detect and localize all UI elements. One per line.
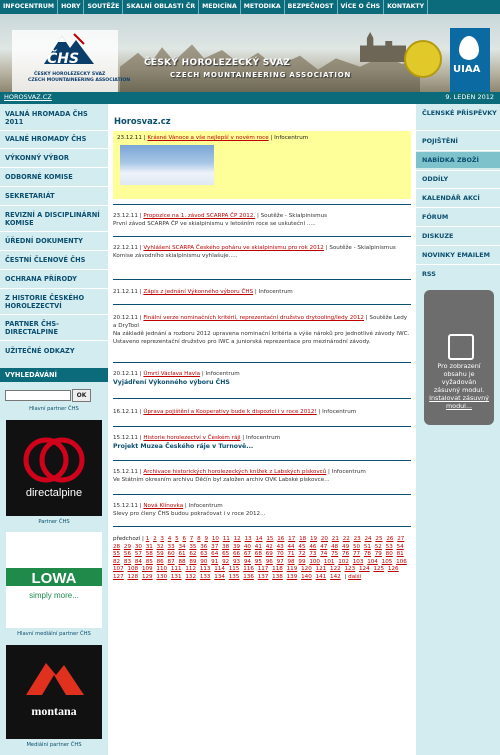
menu-ochrana-prirody[interactable]: OCHRANA PŘÍRODY bbox=[5, 275, 77, 283]
pager-page-114[interactable]: 114 bbox=[214, 566, 225, 573]
plugin-download-icon bbox=[448, 334, 474, 360]
pager-page-106[interactable]: 106 bbox=[396, 558, 407, 565]
pager-page-77[interactable]: 77 bbox=[352, 551, 361, 558]
current-date: 9. LEDEN 2012 bbox=[445, 93, 494, 101]
news-item: 15.12.11 | Archivace historických horolezeckých knížek z Labských pískovců | Infocentrum Ve Státním okresním archivu Děčín byl založen archiv OVK Labské pískovce... bbox=[113, 468, 411, 484]
pager-page-73[interactable]: 73 bbox=[309, 551, 317, 558]
pager-page-79[interactable]: 79 bbox=[374, 551, 382, 558]
pager-page-16[interactable]: 16 bbox=[277, 536, 285, 542]
top-navigation bbox=[0, 0, 500, 14]
pager-page-42[interactable]: 42 bbox=[265, 543, 273, 550]
news-item: 20.12.11 | Úmrtí Václava Havla | Infocentrum Vyjádření Výkonného výboru ČHS bbox=[113, 370, 411, 387]
news-link[interactable]: Propozice na 1. závod SCARPA ČP 2012. bbox=[143, 213, 256, 219]
pager-page-31[interactable]: 31 bbox=[145, 543, 153, 550]
pager-page-97[interactable]: 97 bbox=[276, 558, 284, 565]
menu-rss[interactable]: RSS bbox=[422, 270, 436, 278]
pager-page-78[interactable]: 78 bbox=[363, 551, 371, 558]
pager-page-84[interactable]: 84 bbox=[134, 558, 142, 565]
pager-page-5[interactable]: 5 bbox=[175, 536, 179, 542]
pager-page-7[interactable]: 7 bbox=[189, 536, 194, 542]
pager-page-44[interactable]: 44 bbox=[287, 543, 295, 550]
pager-page-26[interactable]: 26 bbox=[386, 536, 394, 542]
pager-page-54[interactable]: 54 bbox=[396, 543, 404, 550]
pager-page-50[interactable]: 50 bbox=[352, 543, 361, 550]
pager-page-3[interactable]: 3 bbox=[160, 536, 164, 542]
news-item: 23.12.11 | Propozice na 1. závod SCARPA ČP 2012. | Soutěže - Skialpinismus První závod SCARPA ČP ve skialpinismu v letošním roce se uskuteční ..... bbox=[113, 212, 411, 228]
news-item: 20.12.11 | Finální verze nominačních kritérií, reprezentační družstvo drytooling/ledy 2012 | Soutěže Ledy a DryTool Na základě jednání a rozboru 2012 upravena nominační kritéria a výše nároků pro jednotlivé závody IWC. Ustaveno reprezentační družstvo pro IWC a juniorská reprezentace pro mezinárodní závody. bbox=[113, 315, 410, 345]
association-name-en: CZECH MOUNTAINEERING ASSOCIATION bbox=[170, 71, 352, 79]
pager-next[interactable]: další bbox=[348, 573, 362, 580]
search-heading: VYHLEDÁVÁNÍ bbox=[0, 368, 108, 382]
menu-partner-directalpine[interactable]: PARTNER ČHS-DIRECTALPINE bbox=[5, 320, 59, 336]
pager-page-100[interactable]: 100 bbox=[309, 558, 320, 565]
left-sidebar bbox=[0, 104, 108, 755]
pager-page-15[interactable]: 15 bbox=[266, 536, 274, 542]
pager-page-43[interactable]: 43 bbox=[276, 543, 284, 550]
association-name-cz: ČESKÝ HOROLEZECKÝ SVAZ bbox=[144, 58, 291, 68]
pager-page-25[interactable]: 25 bbox=[375, 536, 383, 542]
logo-text: ČHS bbox=[47, 51, 80, 67]
news-item: 16.12.11 | Úprava pojištění a Kooperativy bude k dispozici i v roce 2012! | Infocentrum bbox=[113, 409, 357, 415]
svg-text:directalpine: directalpine bbox=[25, 487, 83, 499]
pager-page-120[interactable]: 120 bbox=[301, 566, 312, 573]
pager-page-89[interactable]: 89 bbox=[189, 558, 197, 565]
topnav-medicina[interactable]: MEDICÍNA bbox=[199, 0, 241, 14]
pager-page-34[interactable]: 34 bbox=[178, 543, 186, 550]
pager-page-118[interactable]: 118 bbox=[272, 566, 283, 573]
pager-page-48[interactable]: 48 bbox=[331, 543, 339, 550]
partner-caption-montana: Mediální partner ČHS bbox=[26, 742, 82, 748]
news-category: Infocentrum bbox=[274, 135, 309, 141]
pager-page-126[interactable]: 126 bbox=[387, 566, 399, 573]
pager-page-17[interactable]: 17 bbox=[288, 536, 296, 542]
topnav-skalni-oblasti[interactable]: SKALNÍ OBLASTI ČR bbox=[123, 0, 199, 14]
page-title: Horosvaz.cz bbox=[114, 116, 171, 126]
plugin-text: Pro zobrazení obsahu je vyžadován zásuvný modul. bbox=[433, 362, 485, 394]
menu-novinky-emailem[interactable]: NOVINKY EMAILEM bbox=[422, 251, 490, 259]
pager-page-46[interactable]: 46 bbox=[309, 543, 317, 550]
pager-page-64[interactable]: 64 bbox=[211, 551, 219, 558]
featured-news bbox=[113, 131, 411, 199]
pager-page-71[interactable]: 71 bbox=[287, 551, 295, 558]
pager-page-32[interactable]: 32 bbox=[156, 543, 164, 550]
pager-page-138[interactable]: 138 bbox=[272, 573, 283, 580]
news-link[interactable]: Historie horolezectví v Českém ráji bbox=[143, 435, 241, 441]
pager-page-94[interactable]: 94 bbox=[243, 558, 251, 565]
pager-page-18[interactable]: 18 bbox=[299, 536, 307, 542]
pager-page-53[interactable]: 53 bbox=[385, 543, 393, 550]
pager-page-12[interactable]: 12 bbox=[233, 536, 241, 542]
pager-page-55[interactable]: 55 bbox=[113, 551, 121, 558]
pager-page-51[interactable]: 51 bbox=[363, 543, 371, 550]
pager-page-11[interactable]: 11 bbox=[222, 536, 230, 542]
pager-page-59[interactable]: 59 bbox=[156, 551, 164, 558]
main-content bbox=[110, 104, 414, 755]
pager-page-90[interactable]: 90 bbox=[200, 558, 208, 565]
menu-kalendar-akci[interactable]: KALENDÁŘ AKCÍ bbox=[422, 194, 480, 202]
pager-page-116[interactable]: 116 bbox=[243, 566, 254, 573]
menu-historie[interactable]: Z HISTORIE ČESKÉHO HOROLEZECTVÍ bbox=[5, 294, 85, 310]
pager-page-29[interactable]: 29 bbox=[123, 543, 132, 550]
header-banner bbox=[0, 14, 500, 92]
pager-page-136[interactable]: 136 bbox=[243, 573, 254, 580]
pager-page-20[interactable]: 20 bbox=[320, 536, 328, 542]
pager-page-134[interactable]: 134 bbox=[214, 573, 225, 580]
pager-page-139[interactable]: 139 bbox=[286, 573, 298, 580]
pager-page-91[interactable]: 91 bbox=[211, 558, 219, 565]
montana-logo[interactable] bbox=[6, 645, 102, 739]
pager-page-22[interactable]: 22 bbox=[342, 536, 350, 542]
pager-page-123[interactable]: 123 bbox=[344, 566, 356, 573]
pager-page-8[interactable]: 8 bbox=[197, 536, 201, 542]
pager-page-49[interactable]: 49 bbox=[342, 543, 350, 550]
pager-prev[interactable]: předchozí bbox=[113, 536, 141, 542]
news-text: Komise závodního skialpinismu vyhlašuje..... bbox=[113, 253, 238, 259]
pager-page-23[interactable]: 23 bbox=[353, 536, 361, 542]
topnav-vice-o-chs[interactable]: VÍCE O ČHS bbox=[338, 0, 385, 14]
pager-page-33[interactable]: 33 bbox=[167, 543, 175, 550]
news-item: 15.12.11 | Nová Klínovka | Infocentrum Slevy pro členy ČHS budou pokračovat i v roce 2012... bbox=[113, 502, 411, 518]
news-item: 21.12.11 | Zápis z jednání Výkonného výboru ČHS | Infocentrum bbox=[113, 289, 293, 295]
news-link[interactable]: Vyhlášení SCARPA Českého poháru ve skialpinismu pro rok 2012 bbox=[143, 245, 324, 251]
pager-page-80[interactable]: 80 bbox=[385, 551, 393, 558]
pager-page-1[interactable]: 1 bbox=[145, 536, 150, 542]
pager-page-60[interactable]: 60 bbox=[167, 551, 175, 558]
pagination: předchozí | 1 2 3 4 5 6 7 8 9 10 11 12 13 14 15 16 17 18 19 20 21 22 23 24 25 26 27 28 29 30 31 32 33 34 35 36 37 38 39 40 41 42 43 44 45 46 47 48 49 50 51 52 53 54 55 56 57 58 59 60 61 62 63 64 65 66 67 68 69 70 71 72 73 74 75 76 77 78 79 80 81 82 83 84 85 86 87 88 89 90 91 92 93 94 95 96 97 98 99 100 101 102 103 104 105 106 107 108 109 110 111 112 113 114 115 116 117 118 119 120 121 122 123 124 125 126 127 128 129 130 131 132 133 134 135 136 137 138 139 140 141 142 | další bbox=[113, 536, 407, 580]
pager-page-36[interactable]: 36 bbox=[200, 543, 208, 550]
pager-page-142[interactable]: 142 bbox=[330, 573, 341, 580]
pager-page-27[interactable]: 27 bbox=[397, 536, 405, 542]
partner-caption-lowa: Hlavní mediální partner ČHS bbox=[17, 631, 91, 637]
pager-page-13[interactable]: 13 bbox=[244, 536, 252, 542]
pager-page-41[interactable]: 41 bbox=[254, 543, 262, 550]
topnav-souteze[interactable]: SOUTĚŽE bbox=[84, 0, 123, 14]
svg-text:simply more...: simply more... bbox=[29, 591, 79, 600]
pager-page-117[interactable]: 117 bbox=[257, 566, 269, 573]
pager-page-67[interactable]: 67 bbox=[243, 551, 251, 558]
news-text: Projekt Muzea Českého ráje v Turnově... bbox=[113, 443, 254, 450]
pager-page-45[interactable]: 45 bbox=[298, 543, 306, 550]
pager-page-101[interactable]: 101 bbox=[323, 558, 335, 565]
pager-page-140[interactable]: 140 bbox=[301, 573, 312, 580]
svg-text:LOWA: LOWA bbox=[31, 570, 77, 587]
pager-page-119[interactable]: 119 bbox=[286, 566, 298, 573]
plugin-required-box bbox=[424, 290, 494, 425]
pager-page-70[interactable]: 70 bbox=[276, 551, 284, 558]
pager-page-141[interactable]: 141 bbox=[315, 573, 327, 580]
menu-sekretariat[interactable]: SEKRETARIÁT bbox=[5, 192, 55, 200]
pager-page-76[interactable]: 76 bbox=[342, 551, 350, 558]
pager-page-57[interactable]: 57 bbox=[134, 551, 142, 558]
topnav-hory[interactable]: HORY bbox=[58, 0, 84, 14]
featured-headline: 23.12.11 | Krásné Vánoce a vše nejlepší v novém roce | Infocentrum bbox=[117, 135, 309, 141]
pager-page-137[interactable]: 137 bbox=[257, 573, 269, 580]
pager-page-28[interactable]: 28 bbox=[113, 543, 121, 550]
partner-caption-directalpine: Partner ČHS bbox=[38, 519, 70, 525]
menu-forum[interactable]: FÓRUM bbox=[422, 213, 449, 221]
pager-page-93[interactable]: 93 bbox=[232, 558, 241, 565]
pager-page-115[interactable]: 115 bbox=[228, 566, 240, 573]
pager-page-24[interactable]: 24 bbox=[364, 536, 372, 542]
featured-image[interactable] bbox=[120, 145, 214, 185]
pager-page-63[interactable]: 63 bbox=[200, 551, 208, 558]
pager-page-112[interactable]: 112 bbox=[185, 566, 197, 573]
pager-page-122[interactable]: 122 bbox=[330, 566, 341, 573]
pager-page-88[interactable]: 88 bbox=[178, 558, 186, 565]
news-text: Slevy pro členy ČHS budou pokračovat i v roce 2012... bbox=[113, 511, 266, 517]
news-link[interactable]: Nová Klínovka bbox=[143, 503, 184, 509]
news-link[interactable]: Archivace historických horolezeckých knížek z Labských pískovců bbox=[143, 469, 327, 475]
pager-page-113[interactable]: 113 bbox=[199, 566, 211, 573]
pager-page-132[interactable]: 132 bbox=[185, 573, 197, 580]
pager-page-2[interactable]: 2 bbox=[153, 536, 157, 542]
pager-page-110[interactable]: 110 bbox=[156, 566, 168, 573]
pager-page-61[interactable]: 61 bbox=[178, 551, 186, 558]
pager-page-6[interactable]: 6 bbox=[182, 536, 186, 542]
pager-page-58[interactable]: 58 bbox=[145, 551, 153, 558]
pager-page-35[interactable]: 35 bbox=[189, 543, 197, 550]
menu-diskuze[interactable]: DISKUZE bbox=[422, 232, 454, 240]
pager-page-47[interactable]: 47 bbox=[320, 543, 328, 550]
menu-uzitecne-odkazy[interactable]: UŽITEČNÉ ODKAZY bbox=[5, 347, 75, 355]
menu-valna-hromada-2011[interactable]: VALNÁ HROMADA ČHS 2011 bbox=[5, 110, 88, 126]
pager-page-129[interactable]: 129 bbox=[141, 573, 153, 580]
pager-page-19[interactable]: 19 bbox=[309, 536, 318, 542]
pager-page-98[interactable]: 98 bbox=[287, 558, 295, 565]
castle-graphic bbox=[360, 32, 406, 62]
pager-page-30[interactable]: 30 bbox=[134, 543, 142, 550]
featured-link[interactable]: Krásné Vánoce a vše nejlepší v novém roce bbox=[147, 135, 269, 141]
news-text: Ve Státním okresním archivu Děčín byl založen archiv OVK Labské pískovce... bbox=[113, 477, 330, 483]
pager-page-72[interactable]: 72 bbox=[298, 551, 306, 558]
breadcrumb-bar bbox=[0, 92, 500, 104]
pager-page-9[interactable]: 9 bbox=[204, 536, 209, 542]
news-item: 15.12.11 | Historie horolezectví v Českém ráji | Infocentrum Projekt Muzea Českého ráje v Turnově... bbox=[113, 434, 411, 451]
pager-page-82[interactable]: 82 bbox=[113, 558, 121, 565]
menu-valne-hromady[interactable]: VALNÉ HROMADY ČHS bbox=[5, 135, 87, 143]
pager-page-131[interactable]: 131 bbox=[170, 573, 182, 580]
pager-page-21[interactable]: 21 bbox=[331, 536, 339, 542]
pager-page-127[interactable]: 127 bbox=[113, 573, 124, 580]
pager-page-99[interactable]: 99 bbox=[298, 558, 306, 565]
news-date: 23.12.11 bbox=[117, 135, 142, 141]
news-link[interactable]: Zápis z jednání Výkonného výboru ČHS bbox=[143, 289, 254, 295]
menu-uredni-dokumenty[interactable]: ÚŘEDNÍ DOKUMENTY bbox=[5, 237, 83, 245]
pager-page-86[interactable]: 86 bbox=[156, 558, 164, 565]
pager-page-52[interactable]: 52 bbox=[374, 543, 382, 550]
pager-page-109[interactable]: 109 bbox=[141, 566, 153, 573]
menu-oddily[interactable]: ODDÍLY bbox=[422, 175, 449, 183]
pager-page-135[interactable]: 135 bbox=[228, 573, 240, 580]
pager-page-83[interactable]: 83 bbox=[123, 558, 132, 565]
pager-page-62[interactable]: 62 bbox=[189, 551, 197, 558]
news-text: Vyjádření Výkonného výboru ČHS bbox=[113, 379, 230, 386]
news-text: První závod SCARPA ČP ve skialpinismu v letošním roce se uskuteční ..... bbox=[113, 221, 316, 227]
pager-page-130[interactable]: 130 bbox=[156, 573, 168, 580]
news-item: 22.12.11 | Vyhlášení SCARPA Českého poháru ve skialpinismu pro rok 2012 | Soutěže - Skialpinismus Komise závodního skialpinismu vyhlašuje..... bbox=[113, 244, 411, 260]
pager-page-85[interactable]: 85 bbox=[145, 558, 153, 565]
menu-vykonny-vybor[interactable]: VÝKONNÝ VÝBOR bbox=[5, 154, 69, 162]
menu-clenske-prispevky[interactable]: ČLENSKÉ PŘÍSPĚVKY bbox=[422, 109, 497, 117]
pager-page-96[interactable]: 96 bbox=[265, 558, 273, 565]
pager-page-14[interactable]: 14 bbox=[255, 536, 263, 542]
menu-revizni-komise[interactable]: REVIZNÍ A DISCIPLINÁRNÍ KOMISE bbox=[5, 211, 100, 227]
pager-page-4[interactable]: 4 bbox=[167, 536, 172, 542]
pager-page-66[interactable]: 66 bbox=[232, 551, 241, 558]
news-link[interactable]: Úmrtí Václava Havla bbox=[143, 371, 201, 377]
pager-page-95[interactable]: 95 bbox=[254, 558, 262, 565]
pager-page-38[interactable]: 38 bbox=[222, 543, 230, 550]
pager-page-68[interactable]: 68 bbox=[254, 551, 262, 558]
partner-caption-main: Hlavní partner ČHS bbox=[29, 406, 79, 412]
pager-page-104[interactable]: 104 bbox=[367, 558, 378, 565]
menu-pojisteni[interactable]: POJIŠTĚNÍ bbox=[422, 137, 458, 145]
uiaa-drop-icon bbox=[459, 36, 479, 60]
pager-page-81[interactable]: 81 bbox=[396, 551, 404, 558]
pager-page-107[interactable]: 107 bbox=[113, 566, 124, 573]
logo-subtitle-en: CZECH MOUNTAINEERING ASSOCIATION bbox=[28, 78, 131, 83]
pager-page-111[interactable]: 111 bbox=[170, 566, 182, 573]
pager-page-87[interactable]: 87 bbox=[167, 558, 175, 565]
uiaa-label: UIAA bbox=[453, 64, 481, 75]
pager-page-40[interactable]: 40 bbox=[243, 543, 251, 550]
pager-page-121[interactable]: 121 bbox=[315, 566, 327, 573]
pager-page-65[interactable]: 65 bbox=[222, 551, 230, 558]
right-sidebar bbox=[416, 104, 500, 755]
search-button[interactable]: OK bbox=[72, 389, 91, 402]
pager-page-37[interactable]: 37 bbox=[211, 543, 219, 550]
menu-nabidka-zbozi[interactable]: NABÍDKA ZBOŽÍ bbox=[416, 152, 500, 168]
pager-page-39[interactable]: 39 bbox=[232, 543, 241, 550]
pager-page-128[interactable]: 128 bbox=[127, 573, 139, 580]
search-input[interactable] bbox=[5, 390, 71, 401]
pager-page-74[interactable]: 74 bbox=[320, 551, 328, 558]
menu-cestni-clenove[interactable]: ČESTNÍ ČLENOVÉ ČHS bbox=[5, 256, 86, 264]
pager-page-102[interactable]: 102 bbox=[338, 558, 349, 565]
directalpine-logo[interactable] bbox=[6, 420, 102, 516]
pager-page-103[interactable]: 103 bbox=[352, 558, 364, 565]
menu-odborne-komise[interactable]: ODBORNÉ KOMISE bbox=[5, 173, 73, 181]
lowa-logo[interactable] bbox=[6, 532, 102, 628]
news-link[interactable]: Finální verze nominačních kritérií, reprezentační družstvo drytooling/ledy 2012 bbox=[143, 315, 364, 321]
pager-page-10[interactable]: 10 bbox=[211, 536, 219, 542]
pager-page-75[interactable]: 75 bbox=[331, 551, 339, 558]
pager-page-108[interactable]: 108 bbox=[127, 566, 139, 573]
news-link[interactable]: Úprava pojištění a Kooperativy bude k dispozici i v roce 2012! bbox=[143, 409, 317, 415]
pager-page-133[interactable]: 133 bbox=[199, 573, 211, 580]
pager-page-125[interactable]: 125 bbox=[373, 566, 385, 573]
pager-page-92[interactable]: 92 bbox=[222, 558, 230, 565]
plugin-install-link[interactable]: Instalovat zásuvný modul... bbox=[429, 394, 489, 410]
pager-page-105[interactable]: 105 bbox=[381, 558, 393, 565]
pager-page-69[interactable]: 69 bbox=[265, 551, 273, 558]
pager-page-56[interactable]: 56 bbox=[123, 551, 132, 558]
topnav-bezpecnost[interactable]: BEZPEČNOST bbox=[285, 0, 338, 14]
svg-text:montana: montana bbox=[31, 704, 77, 718]
topnav-infocentrum[interactable]: INFOCENTRUM bbox=[0, 0, 58, 14]
logo-subtitle-cz: ČESKÝ HOROLEZECKÝ SVAZ bbox=[34, 72, 106, 77]
breadcrumb[interactable]: HOROSVAZ.CZ bbox=[4, 93, 52, 101]
pager-page-124[interactable]: 124 bbox=[358, 566, 370, 573]
topnav-metodika[interactable]: METODIKA bbox=[241, 0, 285, 14]
news-text: Na základě jednání a rozboru 2012 upravena nominační kritéria a výše nároků pro jednotlivé závody IWC. Ustaveno reprezentační družstvo pro IWC a juniorská reprezentace pro mezinárodní závody. bbox=[113, 331, 410, 345]
topnav-kontakty[interactable]: KONTAKTY bbox=[384, 0, 428, 14]
seal-icon bbox=[404, 40, 442, 78]
